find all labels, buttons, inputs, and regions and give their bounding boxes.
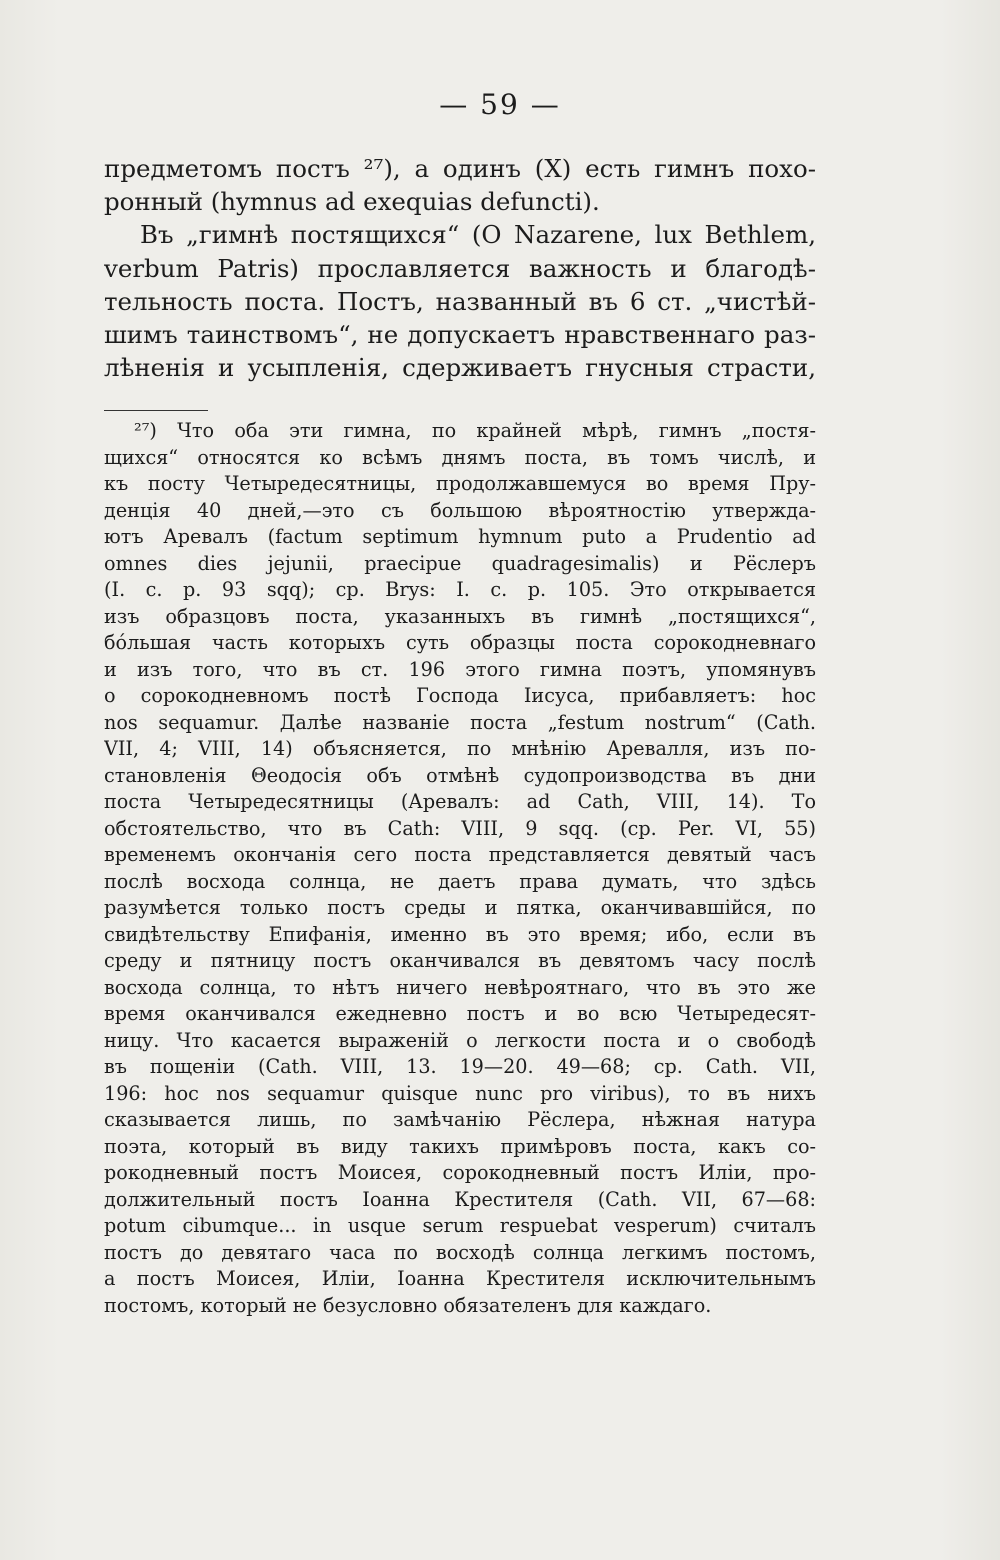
footnote <box>104 418 816 1319</box>
main-text-line: Въ „гимнѣ постящихся“ (O Nazarene, lux Bethlem, <box>140 220 816 250</box>
footnote-line: VII, 4; VIII, 14) объясняется, по мнѣнію Аревалля, изъ по- <box>104 737 816 760</box>
footnote-line: сказывается лишь, по замѣчанію Рёслера, нѣжная натура <box>104 1108 816 1131</box>
footnote-line: свидѣтельству Епифанія, именно въ это время; ибо, если въ <box>104 922 816 946</box>
footnote-line: обстоятельство, что въ Cath: VIII, 9 sqq. (ср. Per. VI, 55) <box>104 816 816 840</box>
main-text-line: verbum Patris) прославляется важность и благодѣ- <box>104 253 816 283</box>
footnote-line: къ посту Четыредесятницы, продолжавшемуся во время Пру- <box>104 472 816 495</box>
footnote-line: послѣ восхода солнца, не даетъ права думать, что здѣсь <box>104 869 816 893</box>
footnote-line: рокодневный постъ Моисея, сорокодневный постъ Иліи, про- <box>104 1161 816 1184</box>
page-number: — 59 — <box>439 88 561 121</box>
footnote-line: временемъ окончанія сего поста представляется девятый часъ <box>104 843 816 866</box>
footnote-line: въ пощеніи (Cath. VIII, 13. 19—20. 49—68; ср. Cath. VII, <box>104 1055 816 1078</box>
footnote-line: поста Четыредесятницы (Аревалъ: ad Cath, VIII, 14). То <box>104 790 816 813</box>
footnote-line: о сорокодневномъ постѣ Господа Іисуса, прибавляетъ: hoc <box>104 684 816 707</box>
footnote-line: nos sequamur. Далѣе названіе поста „festum nostrum“ (Cath. <box>104 710 816 734</box>
footnote-line: становленія Θеодосія объ отмѣнѣ судопроизводства въ дни <box>104 763 816 787</box>
main-text <box>104 152 816 384</box>
footnote-line: ютъ Аревалъ (factum septimum hymnum puto a Prudentio ad <box>104 525 816 548</box>
footnote-line: бóльшая часть которыхъ суть образцы поста сорокодневнаго <box>104 631 816 654</box>
footnote-line: а постъ Моисея, Иліи, Іоанна Крестителя исключительнымъ <box>104 1267 816 1290</box>
footnote-line: постъ до девятаго часа по восходѣ солнца легкимъ постомъ, <box>104 1240 816 1264</box>
footnote-line: щихся“ относятся ко всѣмъ днямъ поста, въ томъ числѣ, и <box>104 445 816 469</box>
footnote-line: восхода солнца, то нѣтъ ничего невѣроятнаго, что въ это же <box>104 975 816 999</box>
footnote-line: 196: hoc nos sequamur quisque nunc pro viribus), то въ нихъ <box>104 1081 816 1105</box>
footnote-line: разумѣется только постъ среды и пятка, оканчивавшійся, по <box>104 896 816 919</box>
footnote-line: omnes dies jejunii, praecipue quadragesimalis) и Рёслеръ <box>104 551 816 575</box>
footnote-line: ²⁷) Что оба эти гимна, по крайней мѣрѣ, гимнъ „постя- <box>134 419 816 442</box>
main-text-line: ронный (hymnus ad exequias defuncti). <box>104 187 600 217</box>
footnote-line: постомъ, который не безусловно обязателенъ для каждаго. <box>104 1293 712 1317</box>
footnote-line: должительный постъ Іоанна Крестителя (Cath. VII, 67—68: <box>104 1187 816 1211</box>
main-text-line: лѣненія и усыпленія, сдерживаетъ гнусныя страсти, <box>104 353 816 383</box>
main-text-line: тельность поста. Постъ, названный въ 6 ст. „чистѣй- <box>104 286 816 316</box>
footnote-line: и изъ того, что въ ст. 196 этого гимна поэтъ, упомянувъ <box>104 657 816 681</box>
footnote-line: поэта, который въ виду такихъ примѣровъ поста, какъ со- <box>104 1134 816 1158</box>
footnote-divider <box>104 410 208 411</box>
footnote-line: potum cibumque... in usque serum respuebat vesperum) считалъ <box>104 1214 816 1237</box>
footnote-line: денція 40 дней,—это съ большою вѣроятностію утвержда- <box>104 498 816 522</box>
footnote-line: (I. c. p. 93 sqq); ср. Brys: I. c. p. 105. Это открывается <box>104 578 816 601</box>
main-text-line: шимъ таинствомъ“, не допускаетъ нравственнаго раз- <box>104 319 816 349</box>
footnote-line: ницу. Что касается выраженій о легкости поста и о свободѣ <box>104 1028 816 1052</box>
footnote-line: изъ образцовъ поста, указанныхъ въ гимнѣ „постящихся“, <box>104 604 816 628</box>
footnote-line: среду и пятницу постъ оканчивался въ девятомъ часу послѣ <box>104 949 816 972</box>
main-text-line: предметомъ постъ ²⁷), а одинъ (X) есть гимнъ похо- <box>104 154 816 183</box>
footnote-line: время оканчивался ежедневно постъ и во всю Четыредесят- <box>104 1002 816 1025</box>
